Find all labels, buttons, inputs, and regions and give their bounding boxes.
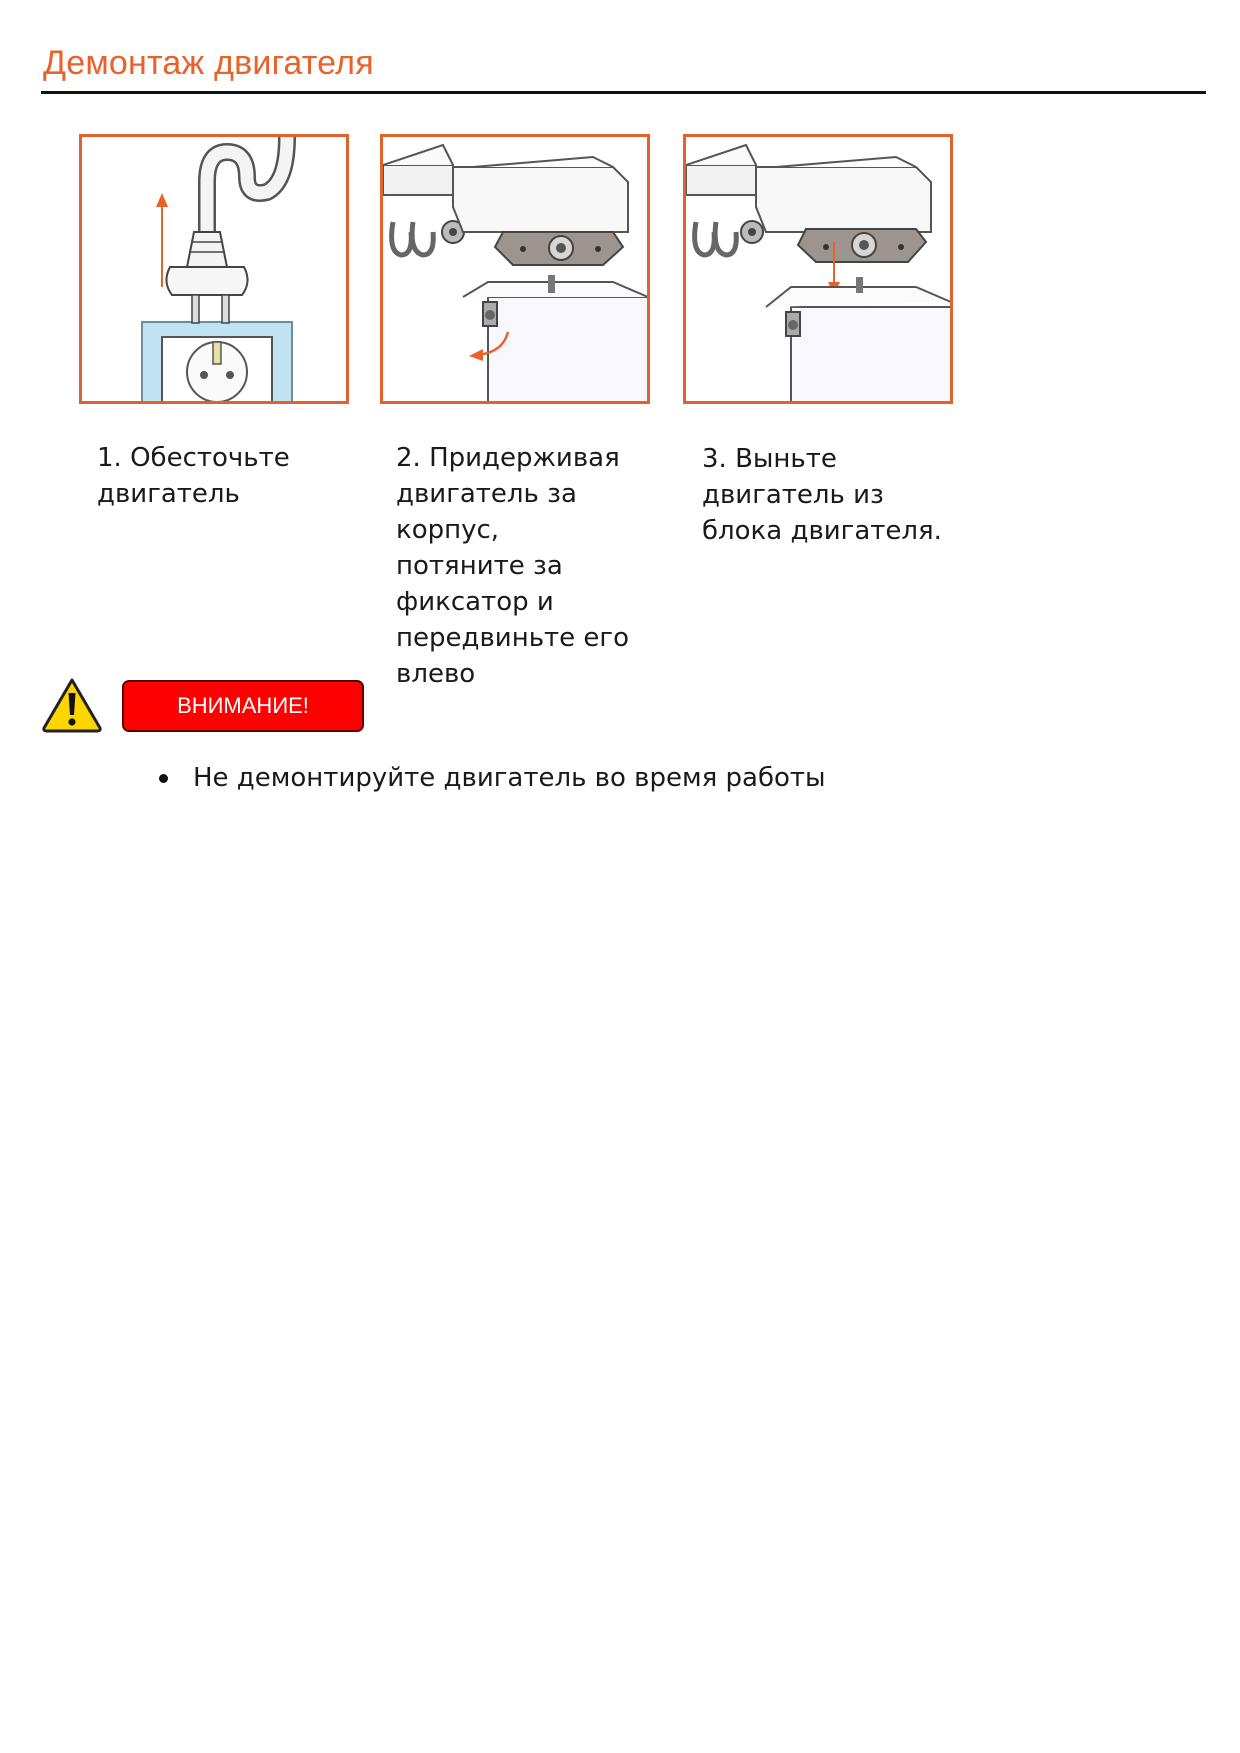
step-2-text: 2. Придерживая двигатель за корпус, потяните за фиксатор и передвиньте его влево xyxy=(396,443,629,689)
warning-badge: ВНИМАНИЕ! xyxy=(122,680,364,732)
warning-list xyxy=(155,760,826,796)
release-latch-illustration xyxy=(383,137,647,401)
step-3-illustration xyxy=(683,134,953,404)
bullet-icon xyxy=(159,774,168,783)
warning-item-text: Не демонтируйте двигатель во время работы xyxy=(193,763,826,793)
page-title: Демонтаж двигателя xyxy=(43,44,374,82)
step-3-text: 3. Выньте двигатель из блока двигателя. xyxy=(702,444,942,546)
warning-triangle-icon xyxy=(41,677,103,733)
step-1-text: 1. Обесточьте двигатель xyxy=(97,443,290,509)
step-1-illustration xyxy=(79,134,349,404)
title-divider xyxy=(41,91,1206,94)
list-item xyxy=(155,760,826,796)
unplug-illustration xyxy=(82,137,346,401)
step-2-illustration xyxy=(380,134,650,404)
remove-motor-illustration xyxy=(686,137,950,401)
